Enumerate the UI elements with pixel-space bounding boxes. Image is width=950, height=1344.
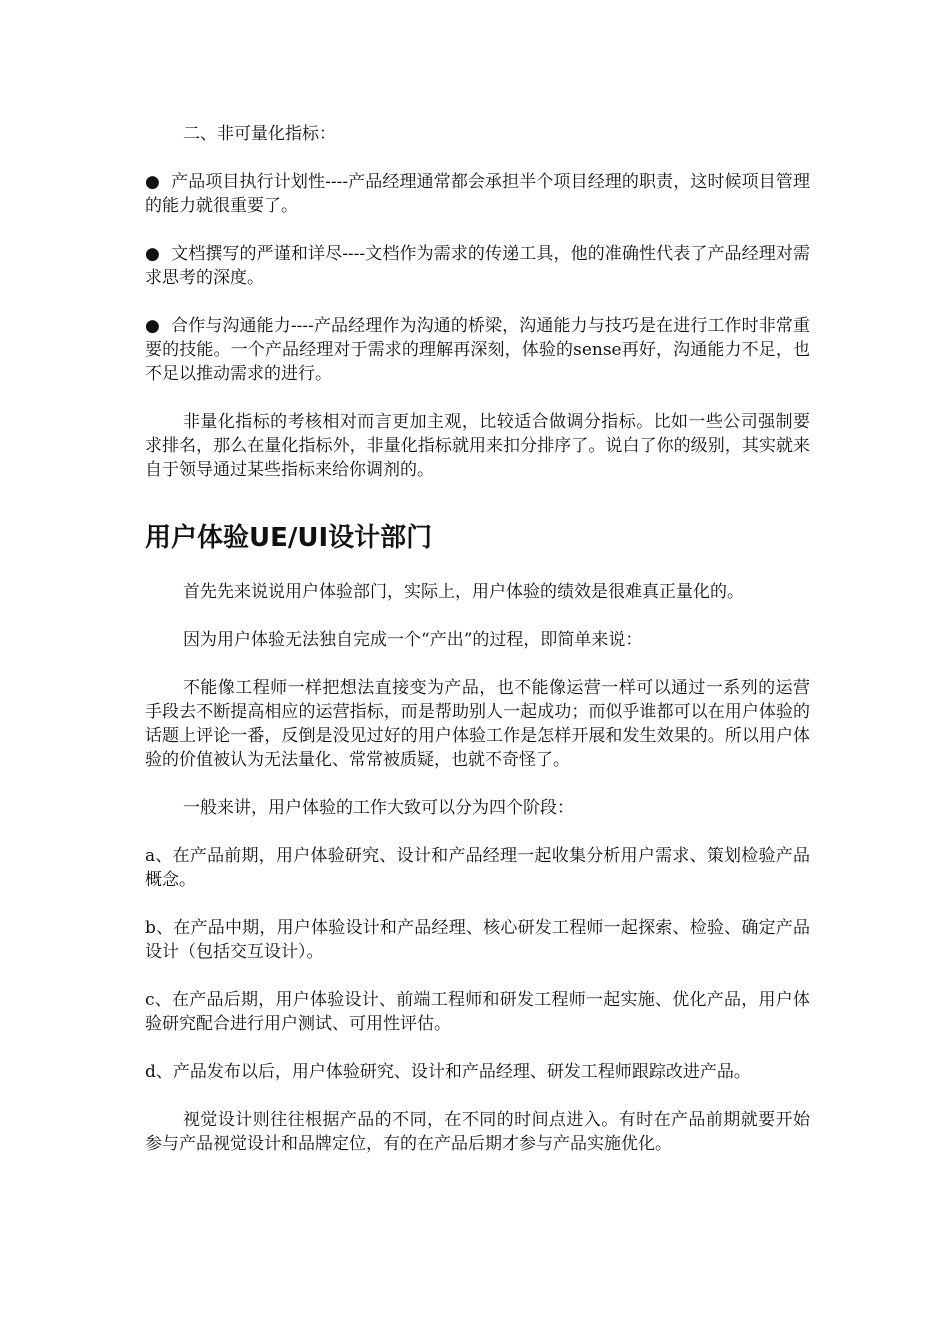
- section-heading-non-quantifiable: 二、非可量化指标：: [183, 124, 336, 144]
- bullet-icon: ●: [145, 316, 160, 336]
- paragraph-visual-design: 视觉设计则往往根据产品的不同，在不同的时间点进入。有时在产品前期就要开始参与产品视觉设计和品牌定位，有的在产品后期才参与产品实施优化。: [145, 1110, 810, 1154]
- section-summary-paragraph: 非量化指标的考核相对而言更加主观，比较适合做调分指标。比如一些公司强制要求排名，那么在量化指标外，非量化指标就用来扣分排序了。说白了你的级别，其实就来自于领导通过某些指标来给你调剂的。: [145, 412, 810, 480]
- stage-item-c: c、在产品后期，用户体验设计、前端工程师和研发工程师一起实施、优化产品，用户体验研究配合进行用户测试、可用性评估。: [145, 990, 810, 1034]
- paragraph-output: 因为用户体验无法独自完成一个“产出”的过程，即简单来说：: [183, 630, 643, 650]
- paragraph-value: 不能像工程师一样把想法直接变为产品，也不能像运营一样可以通过一系列的运营手段去不断提高相应的运营指标，而是帮助别人一起成功；而似乎谁都可以在用户体验的话题上评论一番，反倒是没见过好的用户体验工作是怎样开展和发生效果的。所以用户体验的价值被认为无法量化、常常被质疑，也就不奇怪了。: [145, 678, 810, 770]
- bullet-icon: ●: [145, 244, 160, 264]
- stage-item-d: d、产品发布以后，用户体验研究、设计和产品经理、研发工程师跟踪改进产品。: [145, 1062, 751, 1082]
- stage-item-b: b、在产品中期，用户体验设计和产品经理、核心研发工程师一起探索、检验、确定产品设计（包括交互设计）。: [145, 918, 810, 962]
- section-title-ux-design: 用户体验UE/UI设计部门: [145, 523, 433, 553]
- bullet-item-project-planning: [145, 170, 810, 218]
- bullet-item-documentation: [145, 242, 810, 290]
- bullet-text: 合作与沟通能力----产品经理作为沟通的桥梁，沟通能力与技巧是在进行工作时非常重要的技能。一个产品经理对于需求的理解再深刻，体验的sense再好，沟通能力不足，也不足以推动需求的进行。: [145, 316, 810, 384]
- paragraph-stages-intro: 一般来讲，用户体验的工作大致可以分为四个阶段：: [183, 798, 574, 818]
- document-content: [145, 122, 810, 1156]
- bullet-item-communication: [145, 314, 810, 386]
- bullet-text: 产品项目执行计划性----产品经理通常都会承担半个项目经理的职责，这时候项目管理的能力就很重要了。: [145, 172, 810, 216]
- paragraph-intro: 首先先来说说用户体验部门，实际上，用户体验的绩效是很难真正量化的。: [183, 582, 744, 602]
- stage-item-a: a、在产品前期，用户体验研究、设计和产品经理一起收集分析用户需求、策划检验产品概念。: [145, 846, 810, 890]
- bullet-icon: ●: [145, 172, 160, 192]
- bullet-text: 文档撰写的严谨和详尽----文档作为需求的传递工具，他的准确性代表了产品经理对需求思考的深度。: [145, 244, 810, 288]
